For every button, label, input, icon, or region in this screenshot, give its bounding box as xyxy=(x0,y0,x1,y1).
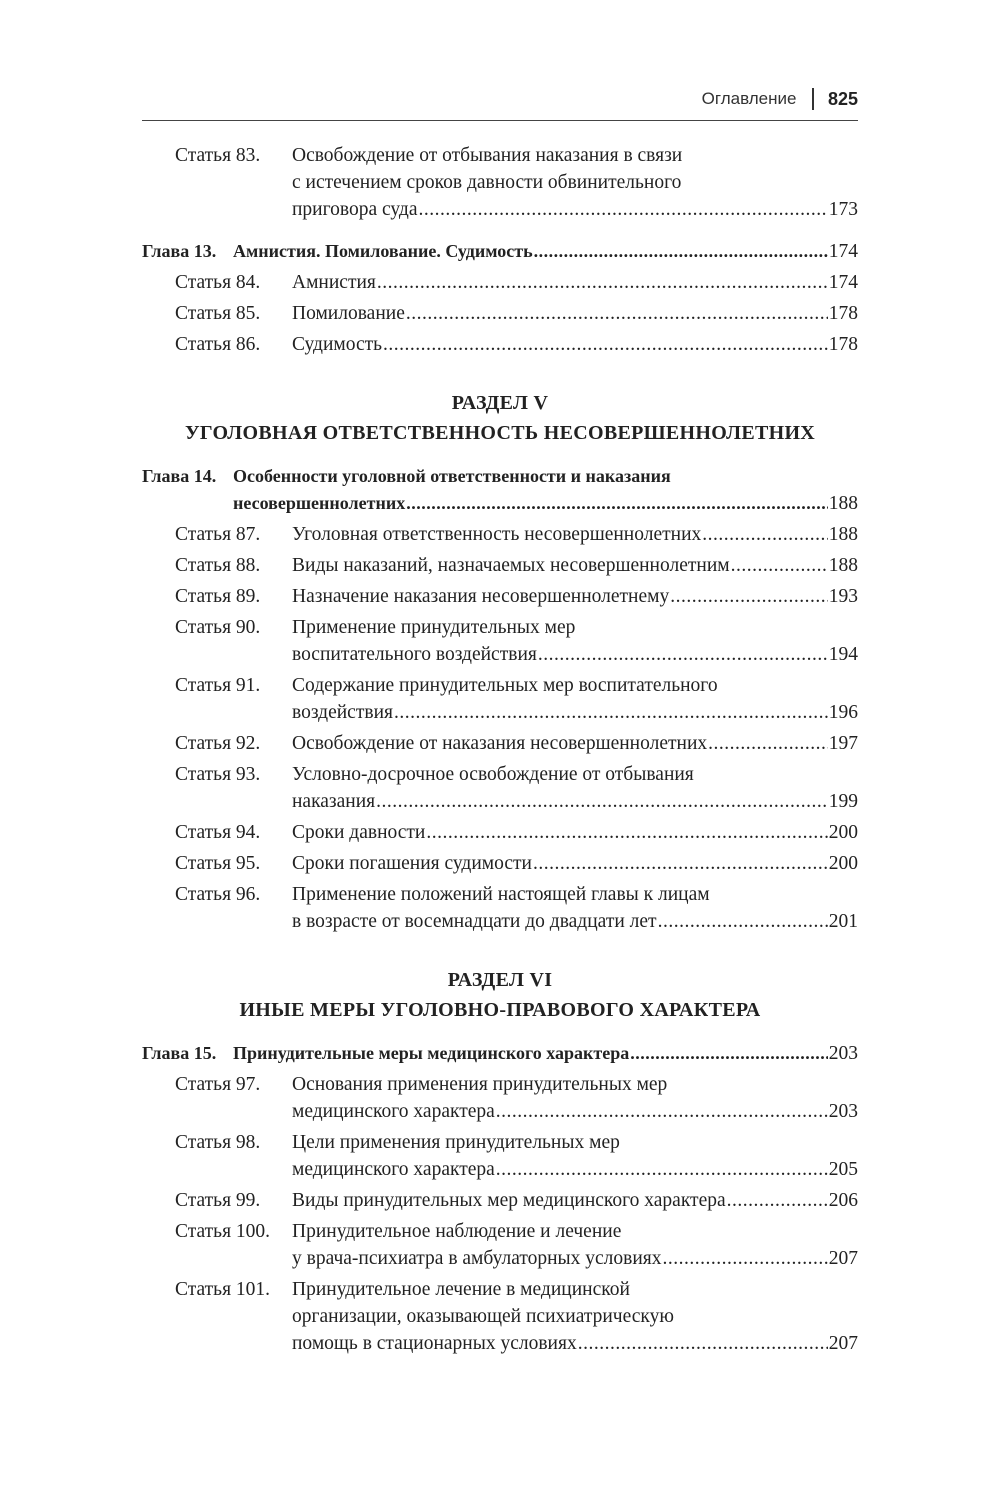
entry-title-line: наказания xyxy=(292,791,376,812)
toc-article-entry[interactable] xyxy=(142,269,858,296)
dot-leader xyxy=(426,819,827,846)
entry-body xyxy=(292,614,858,668)
entry-body xyxy=(292,142,858,223)
entry-last-line xyxy=(292,699,858,726)
article-number: Статья 98. xyxy=(175,1132,261,1153)
entry-page-number[interactable]: 196 xyxy=(828,702,858,723)
entry-body xyxy=(292,1071,858,1125)
entry-body xyxy=(233,463,858,517)
entry-last-line xyxy=(233,238,858,265)
toc-article-entry[interactable] xyxy=(142,331,858,358)
entry-title-line: Принудительные меры медицинского характера xyxy=(233,1043,630,1063)
toc-article-entry[interactable] xyxy=(142,583,858,610)
article-number: Статья 84. xyxy=(175,272,261,293)
entry-title-line: Особенности уголовной ответственности и наказания xyxy=(233,466,671,486)
section-heading xyxy=(142,965,858,1025)
dot-leader xyxy=(534,238,828,265)
entry-last-line xyxy=(292,196,858,223)
entry-title-line: Принудительное наблюдение и лечение xyxy=(292,1221,622,1242)
dot-leader xyxy=(496,1098,828,1125)
running-header xyxy=(142,84,858,114)
article-number: Статья 91. xyxy=(175,675,261,696)
article-number: Статья 88. xyxy=(175,555,261,576)
entry-page-number[interactable]: 200 xyxy=(828,822,858,843)
entry-title-line: у врача-психиатра в амбулаторных условиях xyxy=(292,1248,662,1269)
dot-leader xyxy=(377,269,828,296)
entry-last-line xyxy=(292,819,858,846)
toc-article-entry[interactable] xyxy=(142,1218,858,1272)
article-number: Статья 101. xyxy=(175,1279,271,1300)
toc-article-entry[interactable] xyxy=(142,1187,858,1214)
article-number: Статья 89. xyxy=(175,586,261,607)
entry-page-number[interactable]: 197 xyxy=(828,733,858,754)
section-heading xyxy=(142,388,858,448)
entry-title-line: Условно-досрочное освобождение от отбывания xyxy=(292,764,694,785)
section-number: РАЗДЕЛ VI xyxy=(447,969,553,991)
entry-page-number[interactable]: 188 xyxy=(828,555,858,576)
toc-article-entry[interactable] xyxy=(142,1071,858,1125)
entry-page-number[interactable]: 205 xyxy=(828,1159,858,1180)
article-number: Статья 100. xyxy=(175,1221,271,1242)
entry-page-number[interactable]: 178 xyxy=(828,334,858,355)
entry-body xyxy=(233,1040,858,1067)
entry-page-number[interactable]: 188 xyxy=(828,524,858,545)
entry-body xyxy=(292,761,858,815)
dot-leader xyxy=(376,788,828,815)
article-number: Статья 97. xyxy=(175,1074,261,1095)
entry-last-line xyxy=(292,1098,858,1125)
toc-article-entry[interactable] xyxy=(142,142,858,223)
dot-leader xyxy=(670,583,828,610)
entry-page-number[interactable]: 199 xyxy=(828,791,858,812)
toc-article-entry[interactable] xyxy=(142,672,858,726)
entry-last-line xyxy=(292,730,858,757)
toc-chapter-entry[interactable] xyxy=(142,463,858,517)
article-number: Статья 94. xyxy=(175,822,261,843)
entry-title-line: Применение положений настоящей главы к лицам xyxy=(292,884,710,905)
dot-leader xyxy=(418,196,827,223)
entry-last-line xyxy=(292,331,858,358)
entry-page-number[interactable]: 178 xyxy=(828,303,858,324)
entry-last-line xyxy=(292,521,858,548)
entry-title-line: Принудительное лечение в медицинской xyxy=(292,1279,630,1300)
entry-title-line: помощь в стационарных условиях xyxy=(292,1333,577,1354)
entry-last-line xyxy=(292,552,858,579)
entry-page-number[interactable]: 207 xyxy=(828,1333,858,1354)
entry-last-line xyxy=(292,269,858,296)
section-number: РАЗДЕЛ V xyxy=(451,392,549,414)
chapter-number: Глава 15. xyxy=(142,1043,217,1063)
entry-title-line: воздействия xyxy=(292,702,393,723)
entry-page-number[interactable]: 201 xyxy=(828,911,858,932)
entry-title-line: Уголовная ответственность несовершеннолетних xyxy=(292,524,702,545)
running-header-title: Оглавление xyxy=(701,89,797,108)
article-number: Статья 93. xyxy=(175,764,261,785)
toc-article-entry[interactable] xyxy=(142,730,858,757)
entry-last-line xyxy=(292,1187,858,1214)
entry-last-line xyxy=(292,850,858,877)
dot-leader xyxy=(538,641,828,668)
toc-chapter-entry[interactable] xyxy=(142,238,858,265)
entry-body xyxy=(292,730,858,757)
article-number: Статья 90. xyxy=(175,617,261,638)
article-number: Статья 83. xyxy=(175,145,261,166)
entry-page-number[interactable]: 207 xyxy=(828,1248,858,1269)
section-title: УГОЛОВНАЯ ОТВЕТСТВЕННОСТЬ НЕСОВЕРШЕННОЛЕТНИХ xyxy=(184,422,816,444)
toc-article-entry[interactable] xyxy=(142,850,858,877)
entry-title-line: несовершеннолетних xyxy=(233,493,406,513)
entry-body xyxy=(292,1187,858,1214)
entry-page-number[interactable]: 174 xyxy=(828,241,858,262)
entry-page-number[interactable]: 174 xyxy=(828,272,858,293)
toc-article-entry[interactable] xyxy=(142,1129,858,1183)
entry-body xyxy=(233,238,858,265)
chapter-number: Глава 14. xyxy=(142,466,217,486)
dot-leader xyxy=(702,521,827,548)
entry-body xyxy=(292,1276,858,1357)
entry-body xyxy=(292,819,858,846)
toc-article-entry[interactable] xyxy=(142,300,858,327)
section-title: ИНЫЕ МЕРЫ УГОЛОВНО-ПРАВОВОГО ХАРАКТЕРА xyxy=(239,999,761,1021)
entry-body xyxy=(292,552,858,579)
toc-article-entry[interactable] xyxy=(142,761,858,815)
entry-title-line: организации, оказывающей психиатрическую xyxy=(292,1306,674,1327)
entry-title-line: в возрасте от восемнадцати до двадцати лет xyxy=(292,911,657,932)
dot-leader xyxy=(658,908,828,935)
running-header-separator xyxy=(812,88,814,110)
toc-article-entry[interactable] xyxy=(142,819,858,846)
entry-page-number[interactable]: 193 xyxy=(828,586,858,607)
dot-leader xyxy=(663,1245,828,1272)
entry-title-line: медицинского характера xyxy=(292,1101,495,1122)
entry-last-line xyxy=(292,300,858,327)
toc-article-entry[interactable] xyxy=(142,881,858,935)
entry-page-number[interactable]: 188 xyxy=(828,493,858,514)
entry-title-line: Основания применения принудительных мер xyxy=(292,1074,668,1095)
header-rule xyxy=(142,120,858,121)
entry-last-line xyxy=(292,1245,858,1272)
article-number: Статья 87. xyxy=(175,524,261,545)
toc-article-entry[interactable] xyxy=(142,552,858,579)
entry-title-line: Сроки давности xyxy=(292,822,426,843)
toc-article-entry[interactable] xyxy=(142,1276,858,1357)
entry-body xyxy=(292,331,858,358)
entry-body xyxy=(292,881,858,935)
dot-leader xyxy=(708,730,828,757)
entry-body xyxy=(292,521,858,548)
entry-page-number[interactable]: 194 xyxy=(828,644,858,665)
entry-title-line: Содержание принудительных мер воспитательного xyxy=(292,675,718,696)
entry-title-line: Судимость xyxy=(292,334,383,355)
dot-leader xyxy=(383,331,828,358)
entry-last-line xyxy=(233,1040,858,1067)
entry-body xyxy=(292,1129,858,1183)
article-number: Статья 95. xyxy=(175,853,261,874)
dot-leader xyxy=(578,1330,828,1357)
entry-last-line xyxy=(233,490,858,517)
entry-last-line xyxy=(292,641,858,668)
entry-title-line: Назначение наказания несовершеннолетнему xyxy=(292,586,670,607)
entry-body xyxy=(292,850,858,877)
entry-body xyxy=(292,269,858,296)
entry-title-line: Виды принудительных мер медицинского характера xyxy=(292,1190,726,1211)
dot-leader xyxy=(406,300,828,327)
entry-title-line: Амнистия. Помилование. Судимость xyxy=(233,241,533,261)
entry-last-line xyxy=(292,788,858,815)
article-number: Статья 99. xyxy=(175,1190,261,1211)
entry-title-line: Помилование xyxy=(292,303,405,324)
entry-last-line xyxy=(292,908,858,935)
article-number: Статья 92. xyxy=(175,733,261,754)
entry-title-line: приговора суда xyxy=(292,199,418,220)
entry-title-line: Освобождение от наказания несовершеннолетних xyxy=(292,733,708,754)
entry-title-line: Виды наказаний, назначаемых несовершеннолетним xyxy=(292,555,730,576)
entry-body xyxy=(292,1218,858,1272)
entry-title-line: Применение принудительных мер xyxy=(292,617,576,638)
entry-last-line xyxy=(292,1156,858,1183)
article-number: Статья 86. xyxy=(175,334,261,355)
entry-page-number[interactable]: 206 xyxy=(828,1190,858,1211)
entry-title-line: Цели применения принудительных мер xyxy=(292,1132,620,1153)
entry-body xyxy=(292,583,858,610)
dot-leader xyxy=(731,552,828,579)
table-of-contents xyxy=(142,138,858,1357)
dot-leader xyxy=(727,1187,828,1214)
dot-leader xyxy=(496,1156,828,1183)
entry-title-line: Освобождение от отбывания наказания в связи xyxy=(292,145,683,166)
entry-title-line: медицинского характера xyxy=(292,1159,495,1180)
dot-leader xyxy=(394,699,828,726)
article-number: Статья 85. xyxy=(175,303,261,324)
entry-last-line xyxy=(292,583,858,610)
page-number: 825 xyxy=(827,88,858,109)
dot-leader xyxy=(533,850,828,877)
entry-page-number[interactable]: 173 xyxy=(828,199,858,220)
entry-last-line xyxy=(292,1330,858,1357)
entry-body xyxy=(292,300,858,327)
toc-article-entry[interactable] xyxy=(142,614,858,668)
dot-leader xyxy=(406,490,828,517)
toc-chapter-entry[interactable] xyxy=(142,1040,858,1067)
chapter-number: Глава 13. xyxy=(142,241,217,261)
entry-title-line: Сроки погашения судимости xyxy=(292,853,532,874)
toc-article-entry[interactable] xyxy=(142,521,858,548)
entry-page-number[interactable]: 203 xyxy=(828,1101,858,1122)
entry-page-number[interactable]: 200 xyxy=(828,853,858,874)
entry-title-line: Амнистия xyxy=(292,272,376,293)
entry-title-line: с истечением сроков давности обвинительного xyxy=(292,172,682,193)
entry-body xyxy=(292,672,858,726)
dot-leader xyxy=(630,1040,828,1067)
entry-title-line: воспитательного воздействия xyxy=(292,644,537,665)
entry-page-number[interactable]: 203 xyxy=(828,1043,858,1064)
article-number: Статья 96. xyxy=(175,884,261,905)
